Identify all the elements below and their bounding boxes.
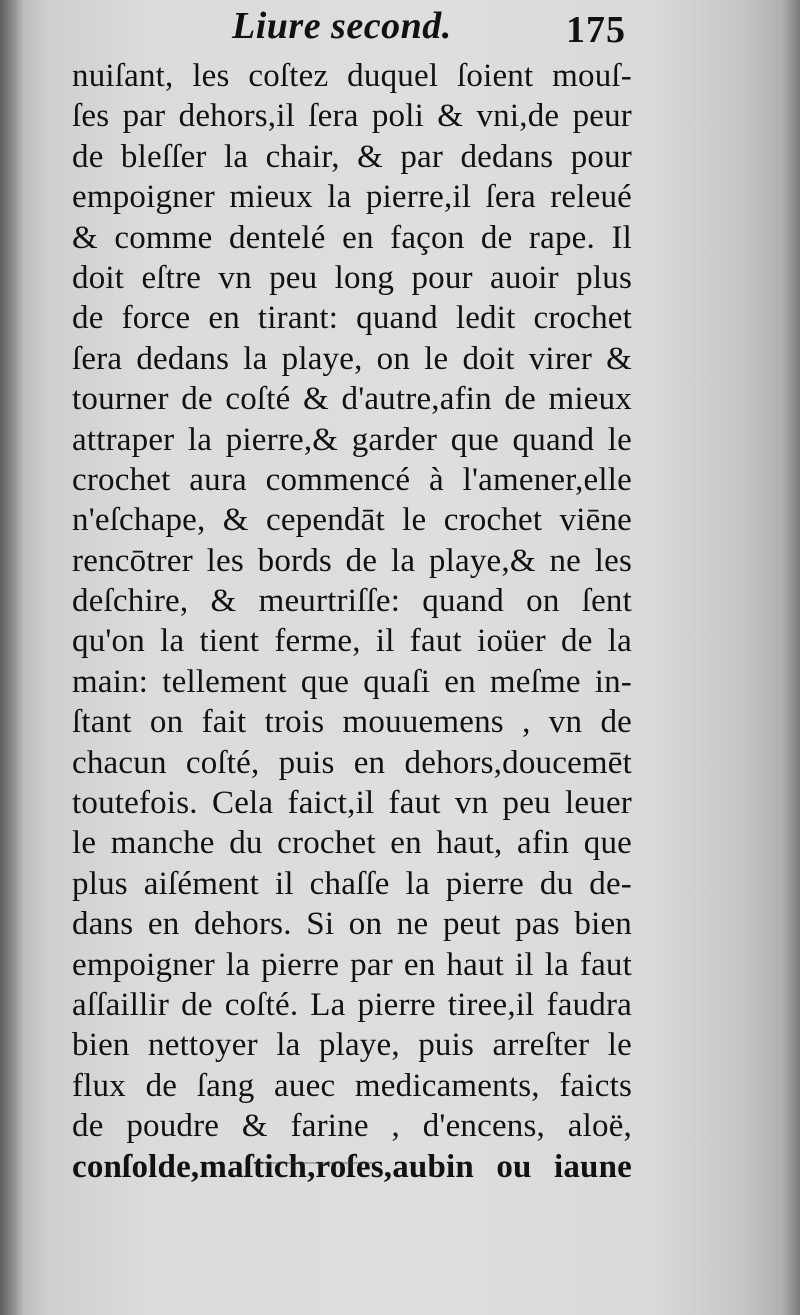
text-line: empoigner la pierre par en haut il la faut bbox=[72, 946, 632, 983]
text-line: de poudre & farine , d'encens, aloë, bbox=[72, 1108, 632, 1145]
text-line: conſolde,maſtich,roſes,aubin ou iaune bbox=[72, 1148, 632, 1185]
text-line: tourner de coſté & d'autre,afin de mieux bbox=[72, 381, 632, 418]
page-number: 175 bbox=[566, 9, 626, 51]
text-line: toutefois. Cela faict,il faut vn peu leuer bbox=[72, 785, 632, 822]
text-line: plus aiſément il chaſſe la pierre du de- bbox=[72, 865, 632, 902]
text-line: doit eſtre vn peu long pour auoir plus bbox=[72, 259, 632, 296]
text-line: attraper la pierre,& garder que quand le bbox=[72, 421, 632, 458]
text-line: bien nettoyer la playe, puis arreſter le bbox=[72, 1027, 632, 1064]
text-line: rencōtrer les bords de la playe,& ne les bbox=[72, 542, 632, 579]
text-line: de force en tirant: quand ledit crochet bbox=[72, 300, 632, 337]
text-line: nuiſant, les coſtez duquel ſoient mouſ- bbox=[72, 58, 632, 94]
text-line: dans en dehors. Si on ne peut pas bien bbox=[72, 906, 632, 943]
bleed-through-mark bbox=[256, 1162, 376, 1164]
gutter-shadow bbox=[0, 0, 24, 1315]
text-line: ſtant on fait trois mouuemens , vn de bbox=[72, 704, 632, 741]
text-line: ſes par dehors,il ſera poli & vni,de peur bbox=[72, 98, 632, 135]
running-head: Liure second. bbox=[232, 5, 452, 47]
text-line: main: tellement que quaſi en meſme in- bbox=[72, 663, 632, 700]
text-line: qu'on la tient ferme, il faut ioüer de la bbox=[72, 623, 632, 660]
text-line: chacun coſté, puis en dehors,doucemēt bbox=[72, 744, 632, 781]
text-line: aſſaillir de coſté. La pierre tiree,il faudra bbox=[72, 986, 632, 1023]
text-line: deſchire, & meurtriſſe: quand on ſent bbox=[72, 583, 632, 620]
text-line: de bleſſer la chair, & par dedans pour bbox=[72, 138, 632, 175]
text-line: flux de ſang auec medicaments, faicts bbox=[72, 1067, 632, 1104]
text-line: empoigner mieux la pierre,il ſera releué bbox=[72, 179, 632, 216]
body-text bbox=[72, 56, 632, 1187]
text-line: ſera dedans la playe, on le doit virer & bbox=[72, 340, 632, 377]
text-line: le manche du crochet en haut, afin que bbox=[72, 825, 632, 862]
text-line: crochet aura commencé à l'amener,elle bbox=[72, 461, 632, 498]
text-line: n'eſchape, & cependāt le crochet viēne bbox=[72, 502, 632, 539]
page-edge-shadow bbox=[782, 0, 800, 1315]
text-line: & comme dentelé en façon de rape. Il bbox=[72, 219, 632, 256]
